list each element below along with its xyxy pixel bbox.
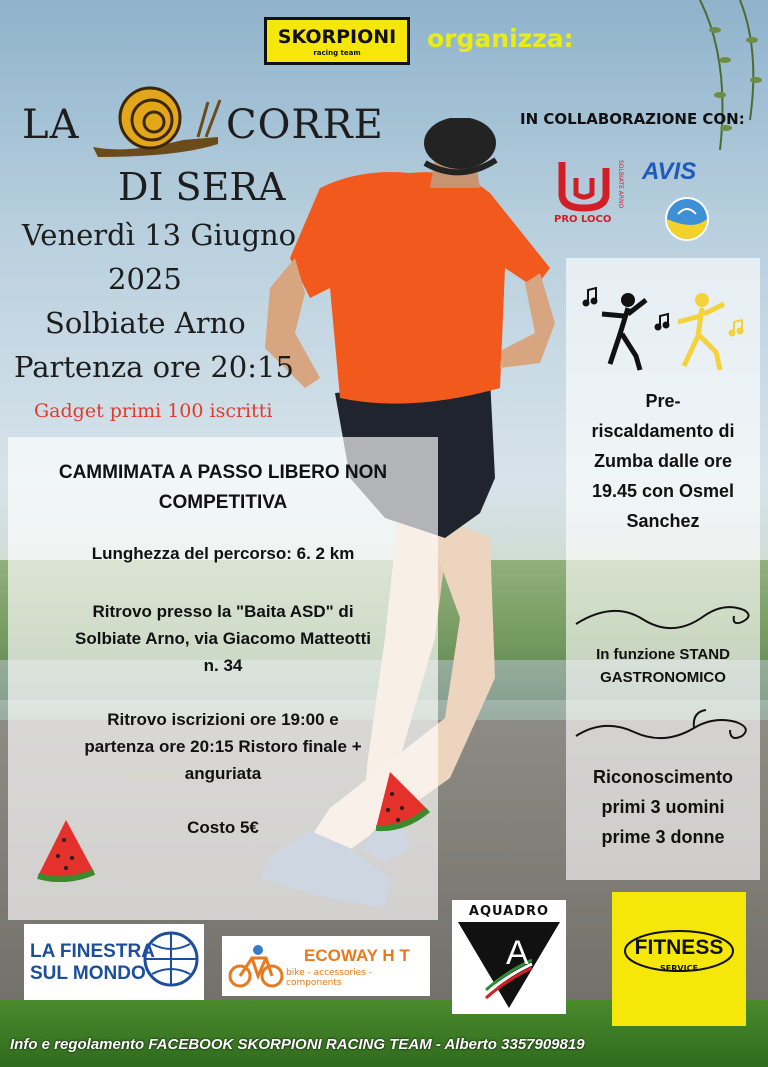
aquadro-logo-text: AQUADRO <box>468 904 550 919</box>
zumba-warmup-text: Pre-riscaldamento di Zumba dalle ore 19.45 con Osmel Sanchez <box>591 391 735 531</box>
title-la: LA <box>22 102 80 148</box>
finestra-sul-mondo-logo <box>24 924 204 1000</box>
route-length: Lunghezza del percorso: 6. 2 km <box>91 544 355 563</box>
collaboration-label: IN COLLABORAZIONE CON: <box>520 110 745 128</box>
club-badge-icon <box>664 196 710 242</box>
bicycle-icon <box>228 942 284 990</box>
skorpioni-logo-name: SKORPIONI <box>277 26 397 48</box>
proloco-side-label: SOLBIATE ARNO <box>617 160 624 209</box>
swirl-divider <box>574 598 754 638</box>
watermelon-icon <box>372 770 432 834</box>
food-stand-text: In funzione STAND GASTRONOMICO <box>596 646 730 686</box>
snail-icon <box>88 82 222 162</box>
skorpioni-logo <box>264 17 410 65</box>
registration-info: Ritrovo iscrizioni ore 19:00 e partenza ore 20:15 Ristoro finale + anguriata <box>84 710 362 783</box>
ecoway-logo-text: ECOWAY H T <box>304 946 410 965</box>
fitness-swoosh <box>622 926 736 976</box>
swirl-divider <box>574 706 754 750</box>
ecoway-logo <box>222 936 430 996</box>
event-date-line2: 2025 <box>108 262 182 296</box>
organizza-label: organizza: <box>427 24 574 53</box>
globe-icon <box>142 930 200 988</box>
event-date-line1: Venerdì 13 Giugno <box>22 218 297 252</box>
avis-logo: AVIS <box>642 158 697 185</box>
zumba-dancers-icon <box>580 286 756 376</box>
gadget-note: Gadget primi 100 iscritti <box>34 400 273 422</box>
watermelon-icon <box>36 818 98 882</box>
proloco-label: PRO LOCO <box>554 214 612 225</box>
proloco-icon <box>554 156 614 212</box>
awards-text: Riconoscimento primi 3 uomini prime 3 donne <box>592 767 734 847</box>
cost: Costo 5€ <box>187 818 259 837</box>
meeting-point: Ritrovo presso la "Baita ASD" di Solbiate Arno, via Giacomo Matteotti n. 34 <box>75 602 371 675</box>
title-corre: CORRE <box>226 102 384 148</box>
title-di-sera: DI SERA <box>118 165 286 209</box>
fitness-logo-sub: SERVICE <box>660 964 698 973</box>
aquadro-logo <box>452 900 566 1014</box>
event-start-time: Partenza ore 20:15 <box>14 350 294 384</box>
proloco-logo <box>554 156 634 228</box>
finestra-logo-text: LA FINESTRA SUL MONDO <box>30 941 155 984</box>
aquadro-triangle-icon <box>456 920 562 1010</box>
ecoway-logo-sub: bike - accessories - components <box>286 968 372 988</box>
skorpioni-logo-sub: racing team <box>313 49 361 57</box>
walk-heading: CAMMIMATA A PASSO LIBERO NON COMPETITIVA <box>58 462 388 513</box>
footer-info: Info e regolamento FACEBOOK SKORPIONI RACING TEAM - Alberto 3357909819 <box>10 1036 585 1053</box>
svg-text:A: A <box>506 934 529 972</box>
fitness-service-logo <box>612 892 746 1026</box>
fitness-logo-text: FITNESS <box>634 936 724 959</box>
event-place: Solbiate Arno <box>45 306 246 340</box>
